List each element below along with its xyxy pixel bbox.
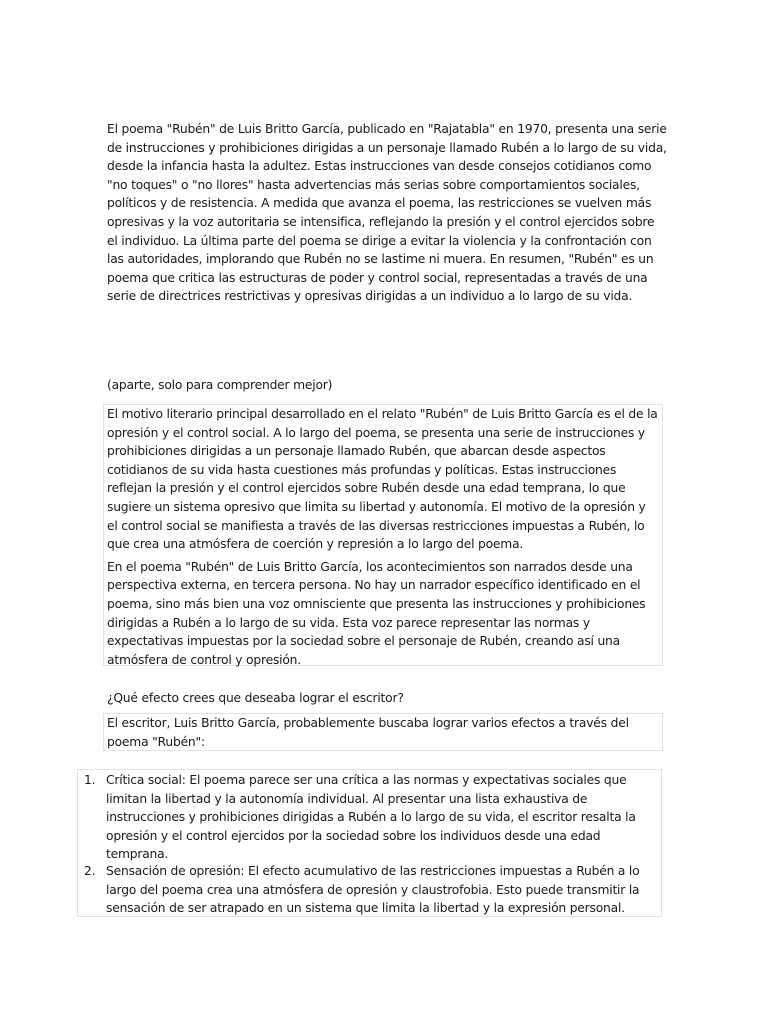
answer-intro-text: El escritor, Luis Britto García, probablemente buscaba lograr varios efectos a través del poema "Rubén": bbox=[107, 716, 629, 749]
list-item-text: Sensación de opresión: El efecto acumulativo de las restricciones impuestas a Rubén a lo largo del poema crea una atmósfera de opresión y claustrofobia. Esto puede transmitir la sensación de ser atrapado en un sistema que limita la libertad y la expresión personal. bbox=[106, 864, 640, 916]
list-item-number: 1. bbox=[84, 773, 96, 787]
answer-intro-box bbox=[103, 713, 663, 751]
literary-motif-paragraph: El motivo literario principal desarrollado en el relato "Rubén" de Luis Britto García es el de la opresión y el control social. A lo largo del poema, se presenta una serie de instrucciones y prohibiciones dirigidas a un personaje llamado Rubén, que abarcan desde aspectos cotidianos de su vida hasta cuestiones más profundas y políticas. Estas instrucciones reflejan la presión y el control ejercidos sobre Rubén desde una edad temprana, lo que sugiere un sistema opresivo que limita su libertad y autonomía. El motivo de la opresión y el control social se manifiesta a través de las diversas restricciones impuestas a Rubén, lo que crea una atmósfera de coerción y represión a lo largo del poema. bbox=[107, 407, 658, 552]
narrator-paragraph: En el poema "Rubén" de Luis Britto García, los acontecimientos son narrados desde una perspectiva externa, en tercera persona. No hay un narrador específico identificado en el poema, sino más bien una voz omnisciente que presenta las instrucciones y prohibiciones dirigidas a Rubén a lo largo de su vida. Esta voz parece representar las normas y expectativas impuestas por la sociedad sobre el personaje de Rubén, creando así una atmósfera de control y opresión. bbox=[107, 559, 646, 667]
list-item-text: Crítica social: El poema parece ser una crítica a las normas y expectativas sociales que limitan la libertad y la autonomía individual. Al presentar una lista exhaustiva de instrucciones y prohibiciones dirigidas a Rubén a lo largo de su vida, el escritor resalta la opresión y el control ejercidos por la sociedad sobre los individuos desde una edad temprana. bbox=[106, 773, 636, 862]
analysis-box bbox=[103, 404, 663, 666]
aside-note: (aparte, solo para comprender mejor) bbox=[107, 378, 333, 392]
intro-paragraph: El poema "Rubén" de Luis Britto García, publicado en "Rajatabla" en 1970, presenta una serie de instrucciones y prohibiciones dirigidas a un personaje llamado Rubén a lo largo de su vida, desde la infancia hasta la adultez. Estas instrucciones van desde consejos cotidianos como "no toques" o "no llores" hasta advertencias más serias sobre comportamientos sociales, políticos y de resistencia. A medida que avanza el poema, las restricciones se vuelven más opresivas y la voz autoritaria se intensifica, reflejando la presión y el control ejercidos sobre el individuo. La última parte del poema se dirige a evitar la violencia y la confrontación con las autoridades, implorando que Rubén no se lastime ni muera. En resumen, "Rubén" es un poema que critica las estructuras de poder y control social, representadas a través de una serie de directrices restrictivas y opresivas dirigidas a un individuo a lo largo de su vida. bbox=[107, 122, 667, 304]
list-item-number: 2. bbox=[84, 864, 96, 878]
question-heading: ¿Qué efecto crees que deseaba lograr el escritor? bbox=[107, 691, 404, 705]
effects-list bbox=[77, 769, 662, 917]
